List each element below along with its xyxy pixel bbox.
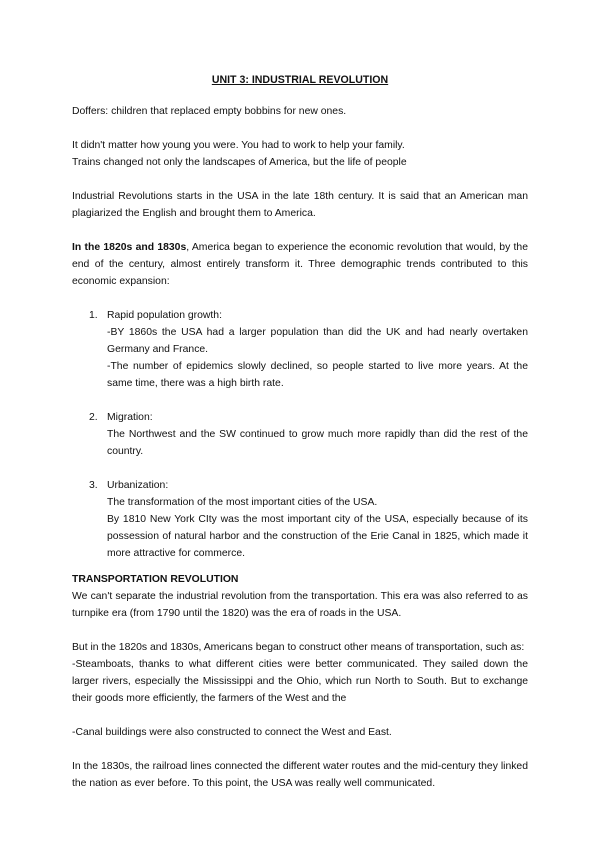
list-item-title: Migration: <box>107 412 153 423</box>
paragraph-1820s-bold: In the 1820s and 1830s <box>72 242 187 253</box>
paragraph-means: But in the 1820s and 1830s, Americans began to construct other means of transportation, such as: <box>72 642 525 653</box>
paragraph-1820s <box>72 239 528 290</box>
paragraph-steamboats: -Steamboats, thanks to what different cities were better communicated. They sailed down the larger rivers, especially the Mississippi and the Ohio, which run North to South. But to exchange their goods more efficiently, the farmers of the West and the <box>72 659 528 704</box>
list-item-number: 3. <box>89 480 98 491</box>
list-item-title: Urbanization: <box>107 480 169 491</box>
spacer <box>72 622 528 639</box>
paragraph-railroad: In the 1830s, the railroad lines connected the different water routes and the mid-century they linked the nation as ever before. To this point, the USA was really well communicated. <box>72 761 528 789</box>
spacer <box>72 562 528 571</box>
list-item-number: 1. <box>89 310 98 321</box>
spacer <box>72 741 528 758</box>
list-item-line: The Northwest and the SW continued to grow much more rapidly than did the rest of the country. <box>107 429 528 457</box>
spacer <box>72 171 528 188</box>
spacer <box>72 120 528 137</box>
list-item-number: 2. <box>89 412 98 423</box>
paragraph-doffers: Doffers: children that replaced empty bobbins for new ones. <box>72 106 347 117</box>
list-item-title: Rapid population growth: <box>107 310 222 321</box>
document-body <box>72 72 528 792</box>
spacer <box>72 460 528 477</box>
section-heading-transportation: TRANSPORTATION REVOLUTION <box>72 574 239 585</box>
list-item <box>72 307 528 392</box>
spacer <box>72 707 528 724</box>
list-item-line: The transformation of the most important cities of the USA. <box>107 497 378 508</box>
list-item-line: -The number of epidemics slowly declined, so people started to live more years. At the same time, there was a high birth rate. <box>107 361 528 389</box>
paragraph-industrial-start: Industrial Revolutions starts in the USA in the late 18th century. It is said that an American man plagiarized the English and brought them to America. <box>72 191 528 219</box>
paragraph-canals: -Canal buildings were also constructed to connect the West and East. <box>72 727 392 738</box>
spacer <box>72 290 528 307</box>
paragraph-turnpike: We can't separate the industrial revolution from the transportation. This era was also referred to as turnpike era (from 1790 until the 1820) was the era of roads in the USA. <box>72 591 528 619</box>
spacer <box>72 222 528 239</box>
list-item <box>72 477 528 562</box>
paragraph-1820s-rest: , America began to experience the economic revolution that would, by the end of the century, almost entirely transform it. Three demographic trends contributed to this economic expansion: <box>72 242 528 287</box>
trends-list <box>72 307 528 562</box>
paragraph-young: It didn't matter how young you were. You had to work to help your family. <box>72 140 405 151</box>
list-item <box>72 409 528 460</box>
spacer <box>72 392 528 409</box>
list-item-line: By 1810 New York CIty was the most important city of the USA, especially because of its possession of natural harbor and the construction of the Erie Canal in 1825, which made it more attractive for commerce. <box>107 514 528 559</box>
list-item-line: -BY 1860s the USA had a larger population than did the UK and had nearly overtaken Germany and France. <box>107 327 528 355</box>
paragraph-trains: Trains changed not only the landscapes of America, but the life of people <box>72 157 407 168</box>
page-title: UNIT 3: INDUSTRIAL REVOLUTION <box>211 74 389 86</box>
